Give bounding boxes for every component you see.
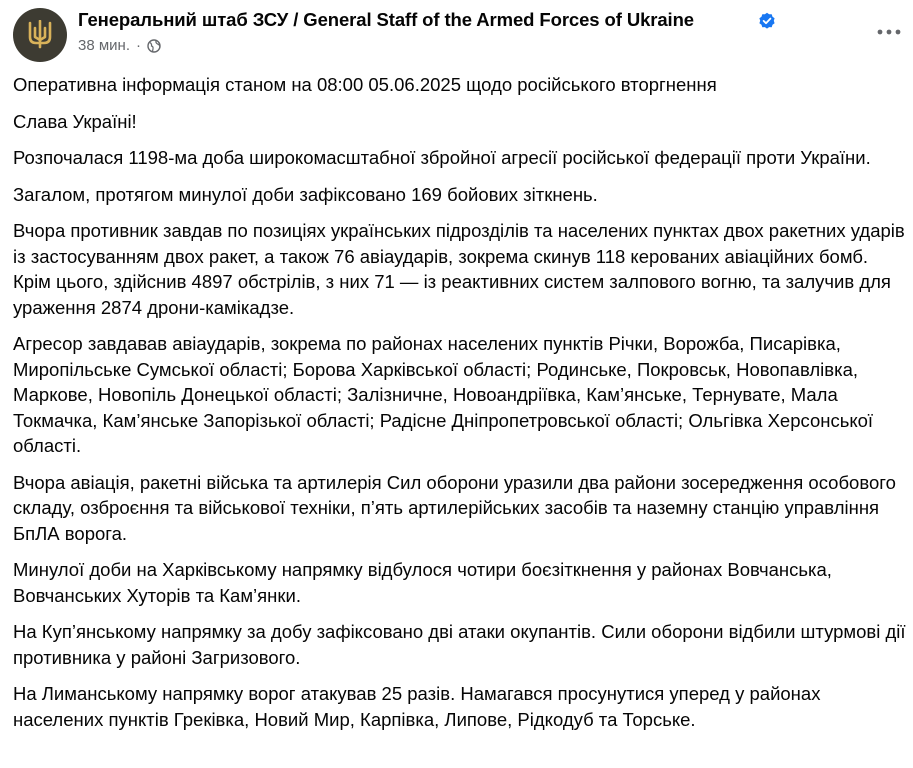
verified-badge-icon	[758, 12, 776, 30]
trident-emblem-icon	[27, 20, 53, 50]
post-timestamp[interactable]: 38 мин.	[78, 37, 130, 54]
post-paragraph: Вчора авіація, ракетні війська та артилерія Сил оборони уразили два райони зосередження особового складу, озброєння та військової техніки, п’ять артилерійських засобів та наземну станцію управління БпЛА ворога.	[13, 471, 896, 544]
page-avatar[interactable]	[13, 8, 67, 62]
post-text	[13, 72, 908, 743]
more-options-icon	[877, 29, 901, 35]
post-paragraph: Минулої доби на Харківському напрямку відбулося чотири боєзіткнення у районах Вовчанська, Вовчанських Хуторів та Кам’янки.	[13, 559, 832, 606]
post-header	[0, 0, 913, 72]
post-paragraph: Загалом, протягом минулої доби зафіксовано 169 бойових зіткнень.	[13, 183, 598, 205]
post-paragraph: Вчора противник завдав по позиціях українських підрозділів та населених пунктах двох ракетних ударів із застосуванням двох ракет, а також 76 авіаударів, зокрема скинув 118 керованих авіаційних бомб. Крім цього, здійснив 4897 обстрілів, з них 71 — із реактивних систем залпового вогню, та залучив для ураження 2874 дрони-камікадзе.	[13, 220, 905, 318]
post-meta	[78, 37, 161, 54]
globe-icon[interactable]	[147, 39, 161, 53]
post-paragraph: На Куп’янському напрямку за добу зафіксовано дві атаки окупантів. Сили оборони відбили штурмові дії противника у районі Загризового.	[13, 621, 906, 668]
post-paragraph: Агресор завдавав авіаударів, зокрема по районах населених пунктів Річки, Ворожба, Писарівка, Миропільське Сумської області; Борова Харківської області; Родинське, Покровськ, Новопавлівка, Маркове, Новопіль Донецької області; Залізничне, Новоандріївка, Кам’янське, Тернувате, Мала Токмачка, Кам’янське Запорізької області; Радісне Дніпропетровської області; Ольгівка Херсонської області.	[13, 333, 874, 456]
meta-separator: ·	[136, 37, 141, 54]
post-paragraph: Слава Україні!	[13, 110, 137, 132]
more-options-button[interactable]	[872, 20, 906, 44]
post-paragraph: Оперативна інформація станом на 08:00 05.06.2025 щодо російського вторгнення	[13, 74, 717, 95]
post-paragraph: На Лиманському напрямку ворог атакував 25 разів. Намагався просунутися уперед у районах населених пунктів Греківка, Новий Мир, Карпівка, Липове, Рідкодуб та Торське.	[13, 683, 821, 730]
post-paragraph: Розпочалася 1198-ма доба широкомасштабної збройної агресії російської федерації проти України.	[13, 147, 871, 168]
page-author-name[interactable]: Генеральний штаб ЗСУ / General Staff of the Armed Forces of Ukraine	[78, 9, 694, 30]
